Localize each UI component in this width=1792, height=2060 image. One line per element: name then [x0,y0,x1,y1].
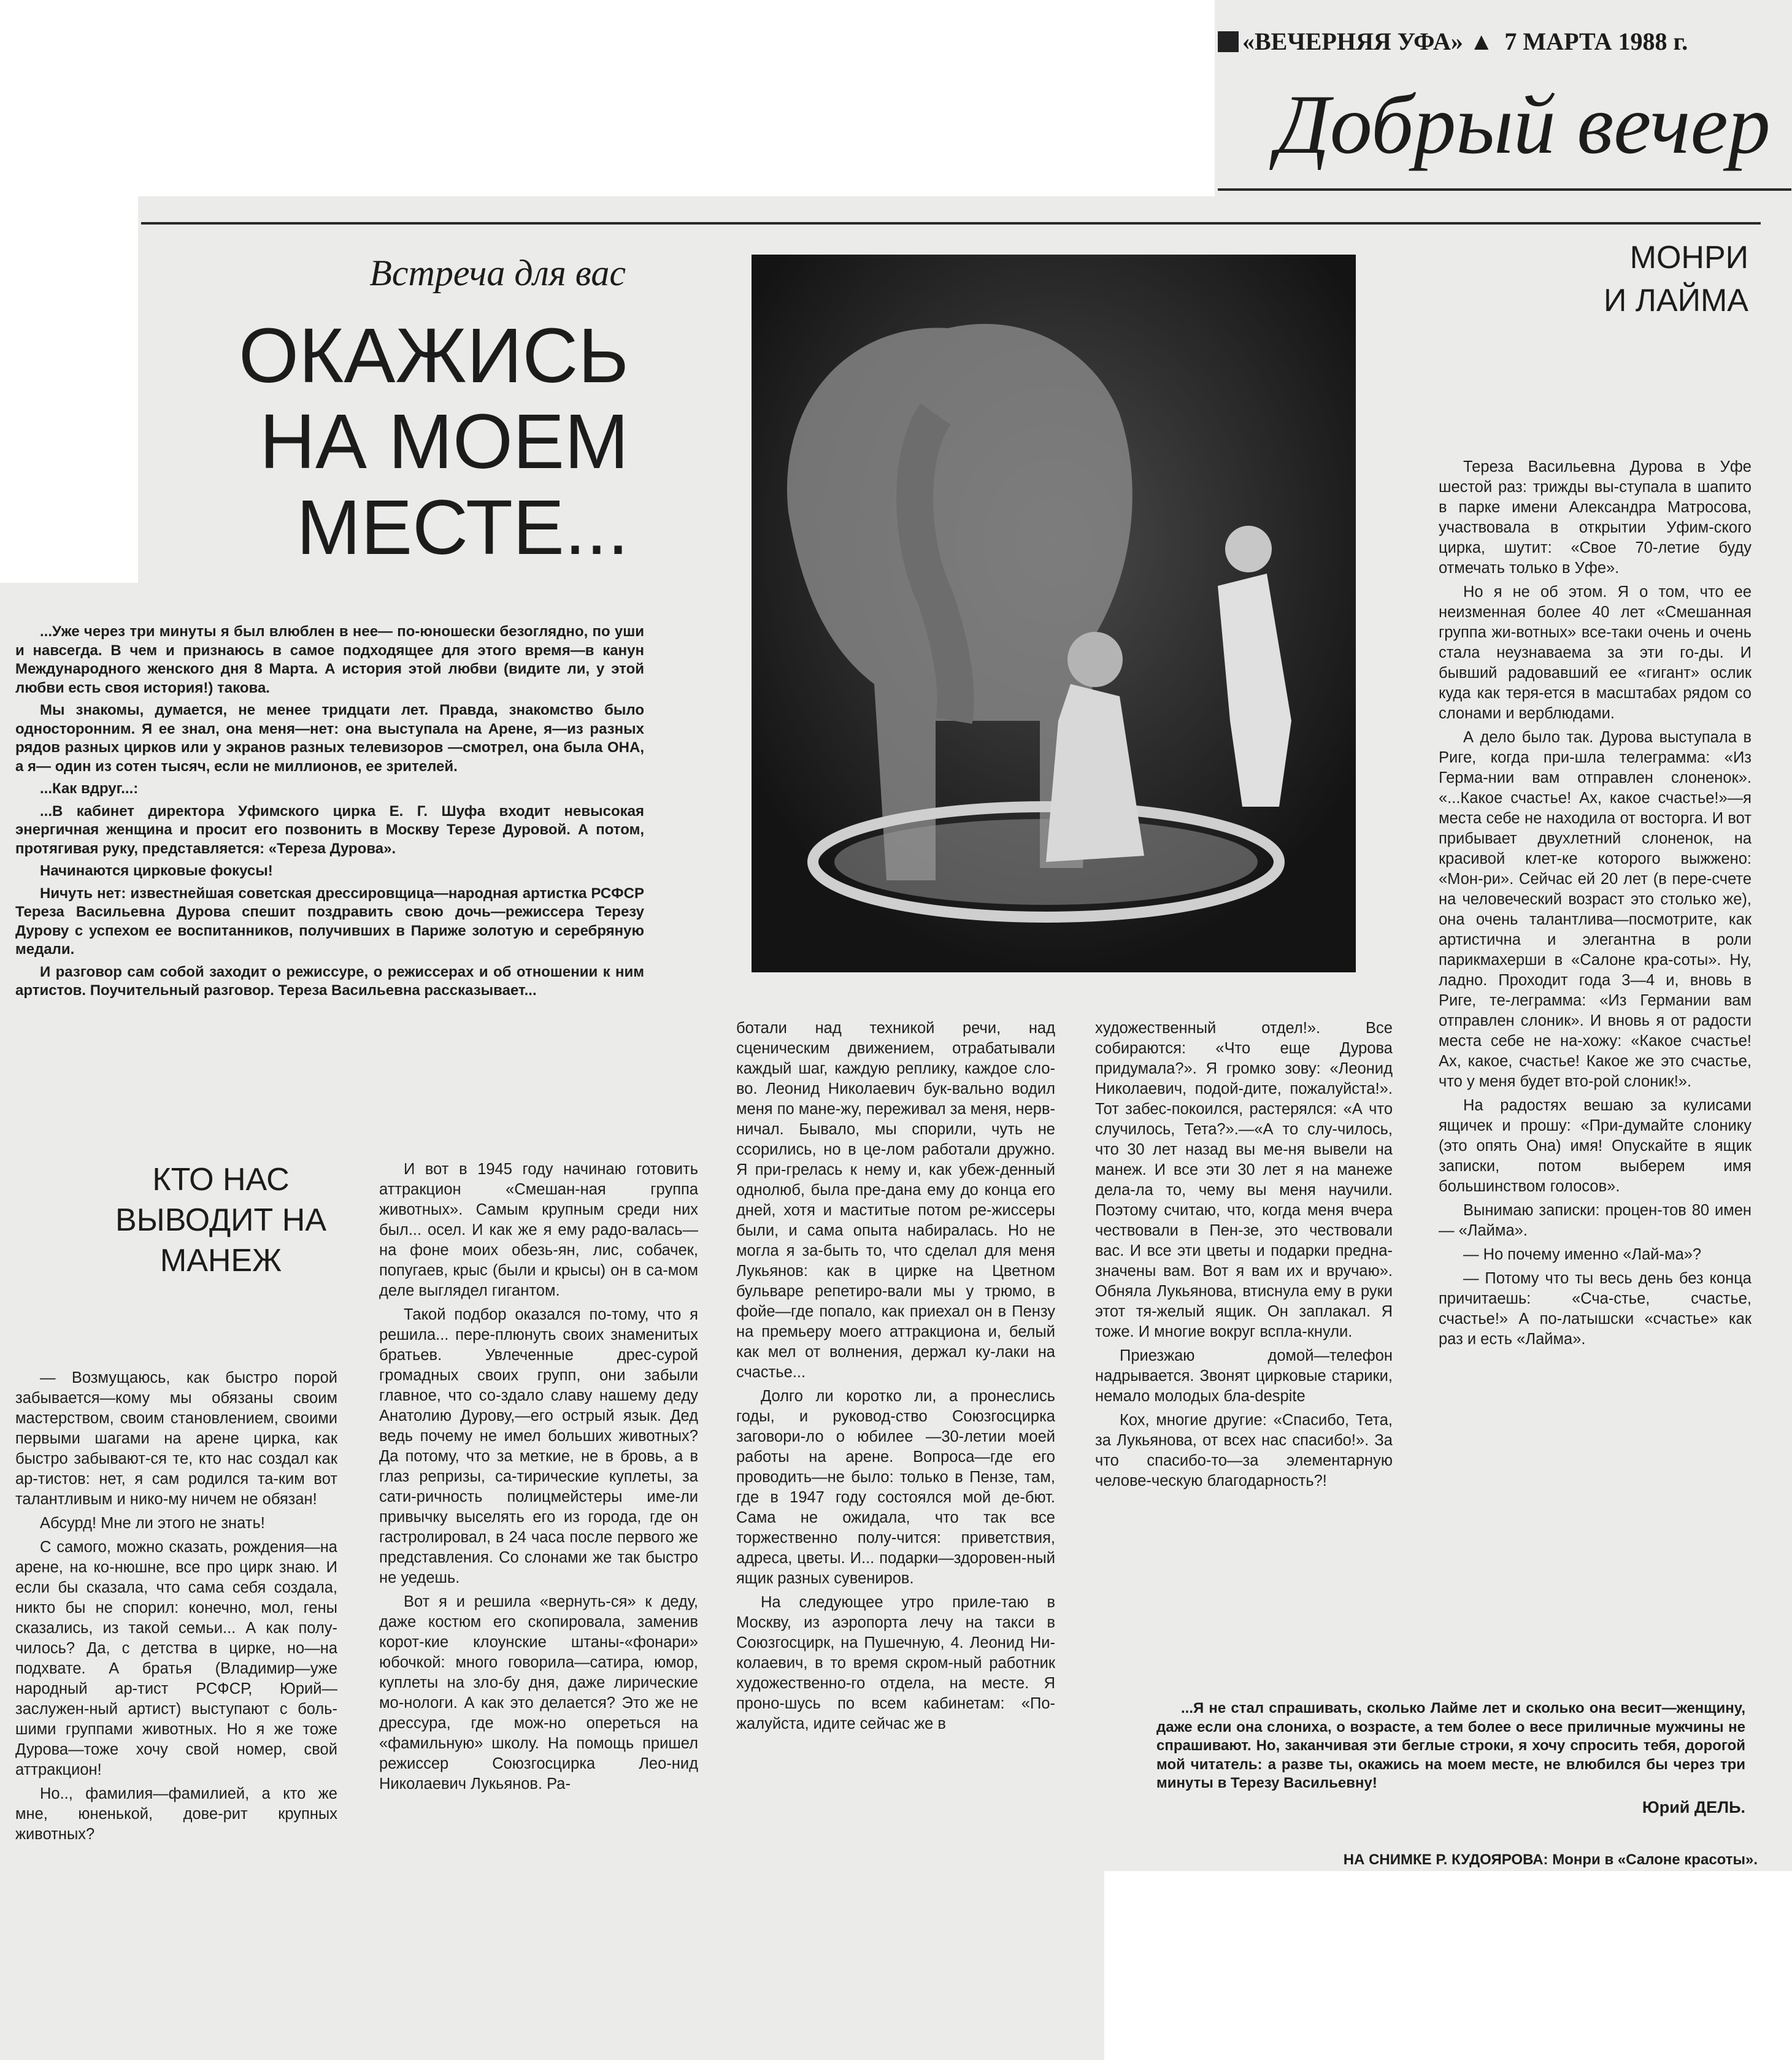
sidebar-paragraph: Тереза Васильевна Дурова в Уфе шестой раз: трижды вы-ступала в шапито в парке имени Александра Матросова, участвовала в открытии Уфим-ского цирка, шутит: «Свое 70-летие буду отмечать только в Уфе». [1439,458,1752,577]
sidebar-paragraph: Но я не об этом. Я о том, что ее неизменная более 40 лет «Смешанная группа жи-вотных» все-таки очень и очень стала неузнаваема за эти го-ды. И бывший радовавший ее «гигант» ослик куда как теря-ется в масштабах рядом со слонами и верблюдами. [1439,583,1752,722]
closing-text [1156,1699,1745,1818]
lead-paragraph: Начинаются цирковые фокусы! [40,863,273,879]
sidebar-paragraph: — Потому что ты весь день без конца причитаешь: «Сча-стье, счастье, счастье!» А по-латышски «счастье» как раз и есть «Лайма». [1439,1270,1752,1348]
lead-paragraph: ...Уже через три минуты я был влюблен в нее— по-юношески безоглядно, по уши и навсегда. В чем и признаюсь в самое подходящее для этого время—в канун Международного женского дня 8 Марта. А история этой любви (видите ли, у этой любви есть своя история!) такова. [15,623,644,696]
body-paragraph: На следующее утро приле-таю в Москву, из аэропорта лечу на такси в Союзгосцирк, на Пушечную, 4. Леонид Ни-колаевич, в то время скром-ный работник художественно-го отдела, на месте. Я проно-шусь по всем кабинетам: «По-жалуйста, идите сейчас же в [736,1594,1055,1732]
photo-image [752,255,1356,972]
sidebar-paragraph: На радостях вешаю за кулисами ящичек и прошу: «При-думайте слонику (это опять Она) имя! Опускайте в ящик записки, потом выберем имя большинством голосов». [1439,1097,1752,1195]
kicker: Встреча для вас [369,253,626,293]
top-rule [141,222,1761,225]
clipping-bottom [0,1865,1104,2060]
triangle-icon: ▲ [1469,28,1494,55]
lead-text [15,623,644,1004]
body-paragraph: Вот я и решила «вернуть-ся» к деду, даже костюм его скопировала, заменив корот-кие клоунские штаны-«фонари» юбочкой: много говорила—сатира, юмор, куплеты на зло-бу дня, даже лирические мо-нологи. А как это делается? Это же не дрессура, где мож-но опереться на «фамильную» школу. На помощь пришел режиссер Союзгосцирка Лео-нид Николаевич Лукьянов. Ра- [379,1593,698,1793]
column-3 [736,1018,1055,1738]
author-signature: Юрий ДЕЛЬ. [1642,1797,1745,1816]
column-4 [1095,1018,1393,1495]
sidebar-paragraph: — Но почему именно «Лай-ма»? [1463,1246,1702,1263]
sidebar-paragraph: Вынимаю записки: процен-тов 80 имен — «Лайма». [1439,1202,1752,1239]
body-paragraph: Приезжаю домой—телефон надрывается. Звонят цирковые старики, немало молодых бла-despite [1095,1347,1393,1405]
lead-paragraph: Мы знакомы, думается, не менее тридцати лет. Правда, знакомство было односторонним. Я ее знал, она меня—нет: она выступала на Арене, я—из разных рядов разных цирков или у экранов разных телевизоров —смотрел, она была ОНА, а я— один из сотен тысяч, если не миллионов, ее зрителей. [15,702,644,775]
closing-paragraph: ...Я не стал спрашивать, сколько Лайме лет и сколько она весит—женщину, даже если она слониха, о возрасте, а тем более о весе приличные мужчины не спрашивают. Но, заканчивая эти беглые строки, я хочу спросить тебя, дорогой мой читатель: а разве ты, окажись на моем месте, не влюбился бы через три минуты в Терезу Васильевну! [1156,1700,1745,1791]
body-paragraph: — Возмущаюсь, как быстро порой забывается—кому мы обязаны своим мастерством, своим становлением, своими первыми шагами на арене цирка, как быстро забывают-ся те, кто нас создал как ар-тистов: нет, я сам родился та-ким вот талантливым и нико-му ничем не обязан! [15,1369,337,1508]
body-paragraph: Но.., фамилия—фамилией, а кто же мне, юненькой, дове-рит крупных животных? [15,1785,337,1843]
newspaper-name: «ВЕЧЕРНЯЯ УФА» [1242,28,1463,55]
body-paragraph: ботали над техникой речи, над сценическим движением, отрабатывали каждый шаг, каждую реплику, каждое сло-во. Леонид Николаевич бук-вально водил меня по мане-жу, переживал за меня, нерв-ничал. Бывало, мы спорили, чуть не ссорились, но в це-лом работали дружно. Я при-грелась к нему и, как убеж-денный однолюб, была пре-дана ему до конца его дней, хотя и маститые потом ре-жиссеры были, и сама опыта набиралась. Но не могла я за-быть то, что сделал для меня Лукьянов: как в цирке на Цветном бульваре репетиро-вали мы у трюмо, в фойе—где попало, как приехал он в Пензу на премьеру моего аттракциона и, белый как мел от волнения, держал ку-лаки на счастье... [736,1020,1055,1381]
body-paragraph: Долго ли коротко ли, а пронеслись годы, и руковод-ство Союзгосцирка заговори-ло о юбилее —30-летии моей работы на арене. Вопроса—где его проводить—не было: только в Пензе, там, где в 1947 году состоялся мой де-бют. Сама не ожидала, что так все торжественно полу-чится: приветствия, адреса, цветы. И... подарки—здоровен-ный ящик разных сувениров. [736,1388,1055,1587]
sidebar-paragraph: А дело было так. Дурова выступала в Риге, когда при-шла телеграмма: «Из Герма-нии вам отправлен слоненок». «...Какое счастье! Ах, какое счастье!»—я места себе не находила от восторга. И вот прибывает двухлетний слоненок, на красивой клет-ке которого выжжено: «Мон-ри». Сейчас ей 20 лет (в пере-счете на человеческий возраст это столько же), она очень талантлива—посмотрите, как артистична и элегантна в роли парикмахерши в «Салоне кра-соты». Ну, ладно. Проходит года 3—4 и, вновь в Риге, те-леграмма: «Из Германии вам отправлен слоник». И вновь я от радости места себе не на-хожу: «Какое счастье! Ах, какое, счастье! Какое же это счастье, что у меня будет вто-рой слоник!». [1439,729,1752,1090]
body-paragraph: художественный отдел!». Все собираются: «Что еще Дурова придумала?». Я громко зову: «Леонид Николаевич, подой-дите, пожалуйста!». Тот забес-покоился, растерялся: «А что случилось, Тета?».—«А то слу-чилось, что 30 лет назад вы ме-ня вывели на манеж. И все эти 30 лет я на манеже дела-ла то, чему вы меня научили. Поэтому считаю, что, когда меня вчера чествовали в Пен-зе, это чествовали вас. И все эти цветы и подарки предна-значены вам. Вот я вам их и вручаю». Обняла Лукьянова, втиснула ему в руки этот тя-желый ящик. Он заплакал. Я тоже. И многие вокруг вспла-кнули. [1095,1020,1393,1340]
sidebar-title [1497,236,1748,322]
subhead: КТО НАС ВЫВОДИТ НА МАНЕЖ [115,1162,327,1278]
lead-paragraph: ...Как вдруг...: [40,780,139,797]
rubric: Добрый вечер [1276,77,1771,171]
column-1 [15,1368,337,1848]
body-paragraph: Абсурд! Мне ли этого не знать! [40,1515,265,1532]
lead-paragraph: ...В кабинет директора Уфимского цирка Е. Г. Шуфа входит невысокая энергичная женщина и просит его позвонить в Москву Терезе Дуровой. А потом, протягивая руку, представляется: «Тереза Дурова». [15,802,644,857]
sidebar-text [1439,457,1752,1353]
rubric-rule [1218,188,1791,191]
body-paragraph: Такой подбор оказался по-тому, что я решила... пере-плюнуть своих знаменитых братьев. Увлеченные дрес-сурой громадных своих групп, они забыли главное, что со-здало славу нашему деду Анатолию Дурову,—его острый язык. Дед ведь почему не имел больших животных? Да потому, что за меткие, не в бровь, а в глаз репризы, са-тирические куплеты, за сати-ричность полицмейстеры име-ли привычку выселять его из города, где он гастролировал, в 24 часа после первого же представления. Со слонами же так быстро не уедешь. [379,1306,698,1586]
sidebar-title-line: МОНРИ [1629,240,1748,275]
body-paragraph: С самого, можно сказать, рождения—на арене, на ко-нюшне, все про цирк знаю. И если бы сказала, что сама себя создала, никто бы не спорил: конечно, мол, гены сказались, из такой семьи... А как полу-чилось? Да, с детства в цирке, но—на подхвате. А братья (Владимир—уже народный ар-тист РСФСР, Юрий—заслужен-ный артист) выступают с боль-шими группами животных. Но я же тоже Дурова—тоже хочу свой номер, свой аттракцион! [15,1539,337,1778]
headline: ОКАЖИСЬ НА МОЕМ МЕСТЕ... [238,312,629,571]
caption-text: Монри в «Салоне красоты». [1552,1851,1758,1868]
lead-paragraph: Ничуть нет: известнейшая советская дрессировщица—народная артистка РСФСР Тереза Васильевна Дурова спешит поздравить свою дочь—режиссера Терезу Дурову с успехом ее воспитанников, получивших в Париже золотую и серебряную медали. [15,885,644,958]
sidebar-title-line: И ЛАЙМА [1603,283,1748,318]
body-paragraph: И вот в 1945 году начинаю готовить аттракцион «Смешан-ная группа животных». Самым крупным среди них был... осел. И как же я ему радо-валась—на фоне моих обезь-ян, лис, собачек, попугаев, крыс (были и крысы) он в са-мом деле выглядел гигантом. [379,1161,698,1299]
elephant-photo [752,255,1356,972]
column-2 [379,1159,698,1798]
lead-paragraph: И разговор сам собой заходит о режиссуре, о режиссерах и об отношении к ним артистов. Поучительный разговор. Тереза Васильевна рассказывает... [15,963,644,999]
body-paragraph: Кох, многие другие: «Спасибо, Тета, за Лукьянова, от всех нас спасибо!». За что спасибо-то—за элементарную челове-ческую благодарность?! [1095,1412,1393,1489]
photo-caption [1169,1850,1758,1870]
caption-label: НА СНИМКЕ Р. КУДОЯРОВА: [1343,1851,1548,1868]
masthead-square-icon [1218,31,1239,52]
issue-date: 7 МАРТА 1988 г. [1504,28,1688,55]
masthead-bar [1218,23,1758,60]
